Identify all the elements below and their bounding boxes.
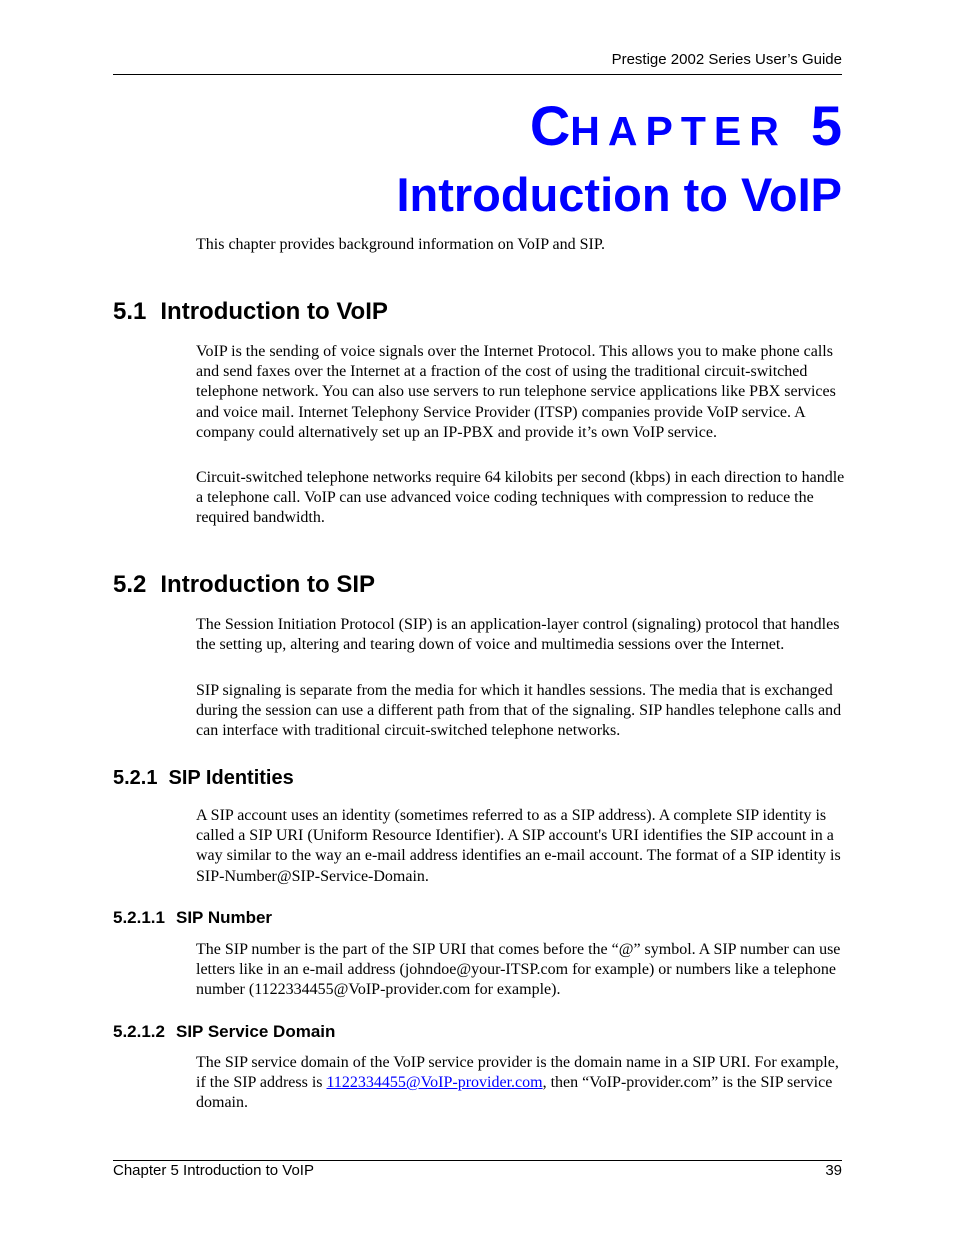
section-5-1-paragraph-2: Circuit-switched telephone networks require 64 kilobits per second (kbps) in each direction to handle a telephone call. VoIP can use advanced voice coding techniques with compression to reduce the required bandwidth. [196,469,845,527]
chapter-title: Introduction to VoIP [396,168,842,221]
section-title: Introduction to VoIP [160,298,388,325]
section-5-1-paragraph-1: VoIP is the sending of voice signals over the Internet Protocol. This allows you to make phone calls and send faxes over the Internet at a fraction of the cost of using the traditional circuit-switched telephone network. You can also use servers to run telephone service applications like PBX services and voice mail. Internet Telephony Service Provider (ITSP) companies provide VoIP service. A company could alternatively set up an IP-PBX and provide it’s own VoIP service. [196,343,836,441]
header-rule [113,74,842,75]
section-title: SIP Service Domain [176,1022,336,1041]
chapter-intro: This chapter provides background information on VoIP and SIP. [196,236,605,253]
section-number: 5.1 [113,298,147,325]
paragraph-text-before-link: The SIP service domain of the VoIP service provider is the domain name in a SIP URI. For example, if the SIP address is [196,1054,839,1092]
chapter-word-rest: HAPTER [570,108,787,154]
chapter-initial: C [529,94,571,157]
section-5-2-1-1-paragraph: The SIP number is the part of the SIP URI that comes before the “@” symbol. A SIP number can use letters like in an e-mail address (johndoe@your-ITSP.com for example) or numbers like a telephone number (1122334455@VoIP-provider.com for example). [196,941,841,999]
section-number: 5.2.1 [113,767,158,789]
section-title: SIP Number [176,908,273,927]
paragraph-text-after-link: , then “VoIP-provider.com” is the SIP service domain. [196,1074,833,1112]
section-5-2-heading [113,571,375,599]
section-5-1-heading [113,298,388,326]
section-5-2-paragraph-1: The Session Initiation Protocol (SIP) is an application-layer control (signaling) protocol that handles the setting up, altering and tearing down of voice and multimedia sessions over the Internet. [196,616,840,654]
section-5-2-paragraph-2: SIP signaling is separate from the media for which it handles sessions. The media that is exchanged during the session can use a different path from that of the signaling. SIP handles telephone calls and can interface with traditional circuit-switched telephone networks. [196,682,842,740]
section-number: 5.2 [113,571,147,598]
footer-chapter-label: Chapter 5 Introduction to VoIP [113,1162,314,1179]
chapter-number: 5 [810,94,842,157]
section-5-2-1-paragraph: A SIP account uses an identity (sometimes referred to as a SIP address). A complete SIP identity is called a SIP URI (Uniform Resource Identifier). A SIP account's URI identifies the SIP account in a way similar to the way an e-mail address identifies an e-mail account. The format of a SIP identity is SIP-Number@SIP-Service-Domain. [196,807,841,885]
sip-address-link[interactable]: 1122334455@VoIP-provider.com [326,1074,543,1092]
chapter-label [529,94,842,157]
footer-rule [113,1160,842,1161]
section-title: Introduction to SIP [160,571,376,598]
section-5-2-1-2-paragraph [196,1053,846,1114]
section-5-2-1-heading [113,767,294,790]
section-number: 5.2.1.1 [113,908,165,927]
section-number: 5.2.1.2 [113,1022,165,1041]
section-5-2-1-1-heading [113,908,272,928]
section-title: SIP Identities [168,767,294,789]
footer-page-number: 39 [825,1162,842,1179]
section-5-2-1-2-heading [113,1022,335,1042]
running-header: Prestige 2002 Series User’s Guide [611,51,842,68]
